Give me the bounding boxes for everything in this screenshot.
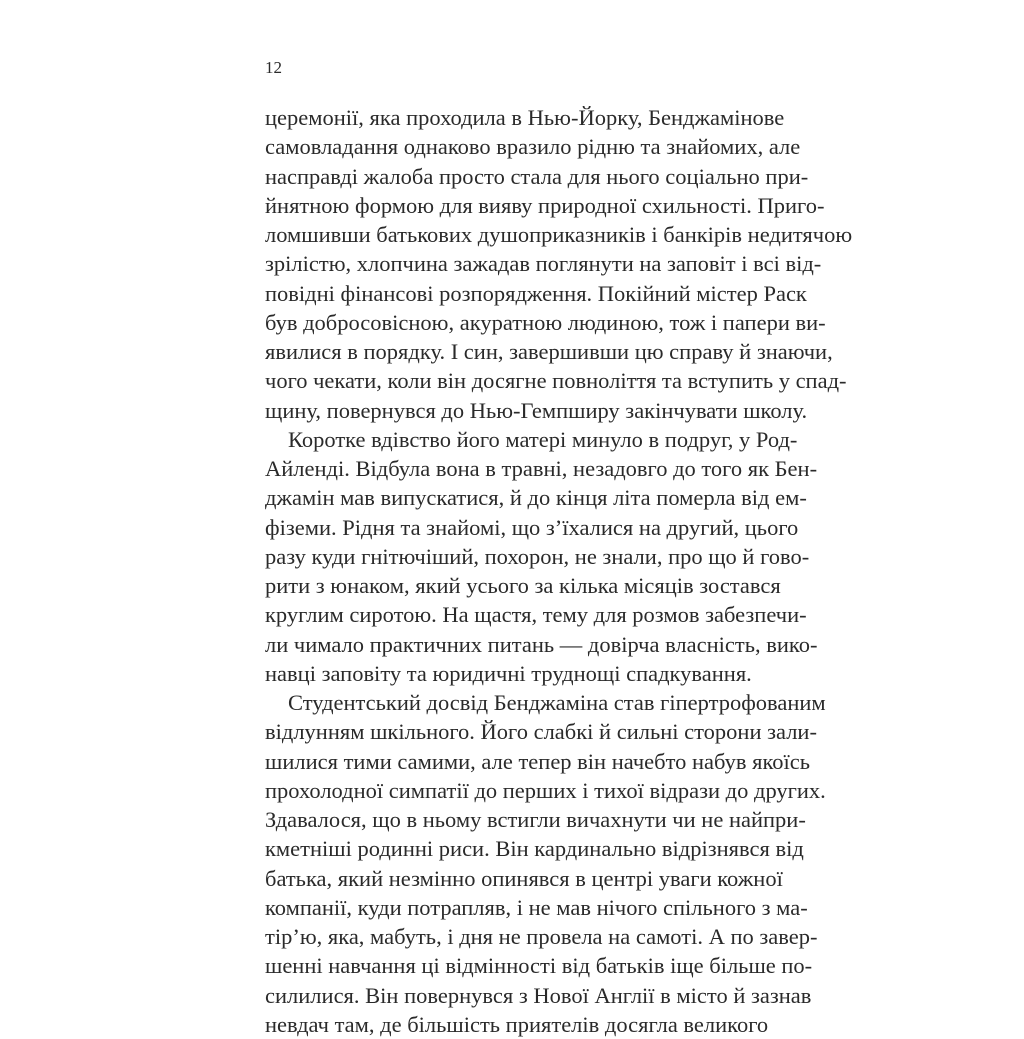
- paragraph-start-line: Коротке вдівство його матері минуло в подруг, у Род-: [288, 426, 798, 452]
- text-line: рити з юнаком, який усього за кілька місяців зостався: [265, 573, 781, 598]
- text-line: насправді жалоба просто стала для нього соціально при-: [265, 163, 809, 189]
- text-line: щину, повернувся до Нью-Гемпширу закінчувати школу.: [265, 397, 808, 423]
- text-line: компанії, куди потрапляв, і не мав нічого спільного з ма-: [265, 894, 808, 920]
- text-line: ломшивши батькових душоприказників і банкірів недитячою: [265, 222, 853, 247]
- text-line: зрілістю, хлопчина зажадав поглянути на заповіт і всі від-: [265, 251, 822, 277]
- text-line: силилися. Він повернувся з Нової Англії в місто й зазнав: [265, 982, 812, 1008]
- text-line: прохолодної симпатії до перших і тихої відрази до других.: [265, 777, 826, 803]
- text-line: повідні фінансові розпорядження. Покійний містер Раск: [265, 280, 807, 306]
- text-line: фіземи. Рідня та знайомі, що з’їхалися на другий, цього: [265, 514, 799, 540]
- paragraph-start-line: Студентський досвід Бенджаміна став гіпертрофованим: [288, 690, 826, 715]
- body-text: [265, 103, 853, 1039]
- text-line: Айленді. Відбула вона в травні, незадовго до того як Бен-: [265, 456, 818, 481]
- text-line: тір’ю, яка, мабуть, і дня не провела на самоті. А по завер-: [265, 924, 818, 949]
- text-line: разу куди гнітючіший, похорон, не знали, про що й гово-: [265, 543, 810, 569]
- text-line: церемонії, яка проходила в Нью-Йорку, Бенджамінове: [265, 105, 785, 130]
- text-line: шенні навчання ці відмінності від батьків іще більше по-: [265, 953, 813, 979]
- text-line: круглим сиротою. На щастя, тему для розмов забезпечи-: [265, 602, 807, 628]
- text-line: джамін мав випускатися, й до кінця літа померла від ем-: [265, 485, 807, 511]
- text-line: шилися тими самими, але тепер він начебто набув якоїсь: [265, 748, 811, 774]
- text-line: йнятною формою для вияву природної схильності. Приго-: [265, 192, 825, 218]
- text-line: ли чимало практичних питань — довірча власність, вико-: [265, 631, 818, 657]
- text-line: навці заповіту та юридичні труднощі спадкування.: [265, 660, 752, 686]
- text-line: чого чекати, коли він досягне повноліття та вступить у спад-: [265, 368, 847, 394]
- text-line: невдач там, де більшість приятелів досягла великого: [265, 1011, 769, 1037]
- text-line: Здавалося, що в ньому встигли вичахнути чи не найпри-: [265, 807, 806, 832]
- text-line: був добросовісною, акуратною людиною, тож і папери ви-: [265, 309, 826, 335]
- page-number: 12: [265, 58, 282, 77]
- text-line: відлунням шкільного. Його слабкі й сильні сторони зали-: [265, 719, 817, 745]
- text-line: кметніші родинні риси. Він кардинально відрізнявся від: [265, 836, 804, 862]
- text-line: явилися в порядку. І син, завершивши цю справу й знаючи,: [265, 339, 833, 364]
- text-line: самовладання однаково вразило рідню та знайомих, але: [265, 134, 801, 160]
- text-line: батька, який незмінно опинявся в центрі уваги кожної: [265, 865, 783, 891]
